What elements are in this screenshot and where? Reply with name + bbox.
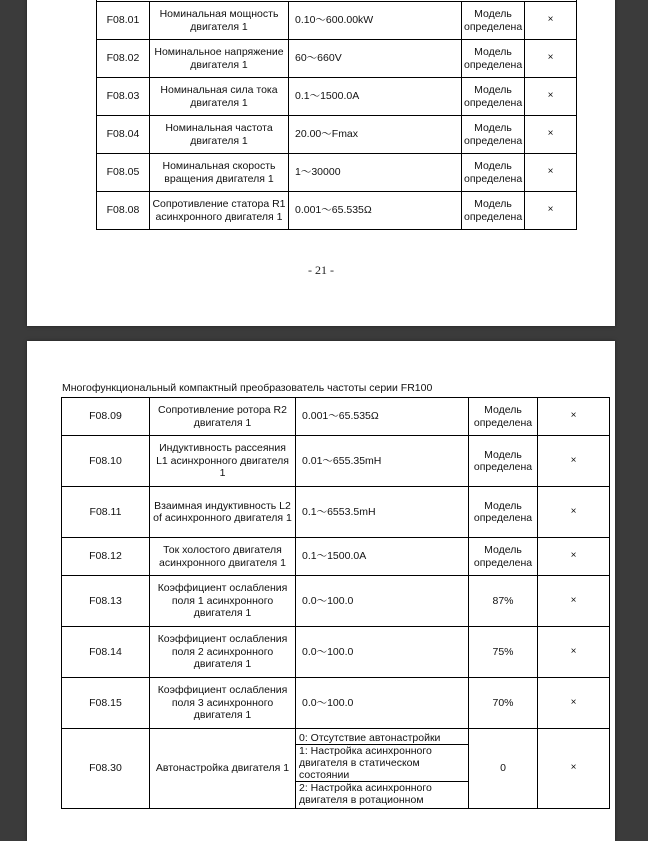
param-range: 0.1～1500.0A (289, 78, 462, 116)
table-row (62, 436, 610, 487)
param-default: Модель определена (462, 154, 525, 192)
param-name: Номинальная скорость вращения двигателя 1 (150, 154, 289, 192)
param-default: 70% (469, 678, 538, 729)
param-code: F08.08 (97, 192, 150, 230)
motor-params-table-1 (96, 0, 577, 230)
param-name: Коэффициент ослабления поля 2 асинхронного двигателя 1 (150, 627, 296, 678)
param-default: Модель определена (469, 538, 538, 576)
table-row (62, 398, 610, 436)
param-code: F08.09 (62, 398, 150, 436)
param-range: 0.01～655.35mH (296, 436, 469, 487)
table-row (62, 487, 610, 538)
table-row (97, 78, 577, 116)
document-page-21 (27, 0, 615, 326)
param-code: F08.30 (62, 729, 150, 809)
table-row (62, 576, 610, 627)
param-default: Модель определена (462, 116, 525, 154)
param-default: 75% (469, 627, 538, 678)
autotune-option: 0: Отсутствие автонастройки (296, 732, 468, 745)
table-row (97, 116, 577, 154)
param-range: 0.0～100.0 (296, 627, 469, 678)
autotune-options (296, 729, 469, 809)
autotune-option: 2: Настройка асинхронного двигателя в ротационном (299, 781, 432, 806)
param-name: Коэффициент ослабления поля 1 асинхронного двигателя 1 (150, 576, 296, 627)
param-change-mark: × (525, 2, 577, 40)
param-change-mark: × (538, 678, 610, 729)
param-change-mark: × (538, 487, 610, 538)
param-code: F08.10 (62, 436, 150, 487)
param-range: 1～30000 (289, 154, 462, 192)
param-code: F08.04 (97, 116, 150, 154)
param-code: F08.15 (62, 678, 150, 729)
param-range: 0.1～1500.0A (296, 538, 469, 576)
param-code: F08.12 (62, 538, 150, 576)
param-name: Номинальная сила тока двигателя 1 (150, 78, 289, 116)
param-name: Индуктивность рассеяния L1 асинхронного двигателя 1 (150, 436, 296, 487)
param-change-mark: × (538, 398, 610, 436)
param-code: F08.01 (97, 2, 150, 40)
param-name: Сопротивление ротора R2 двигателя 1 (150, 398, 296, 436)
param-range: 60～660V (289, 40, 462, 78)
param-name: Номинальная мощность двигателя 1 (150, 2, 289, 40)
page-number: - 21 - (308, 263, 334, 277)
table-row (97, 2, 577, 40)
param-default: Модель определена (469, 436, 538, 487)
param-name: Номинальная частота двигателя 1 (150, 116, 289, 154)
param-change-mark: × (538, 576, 610, 627)
param-name: Сопротивление статора R1 асинхронного двигателя 1 (150, 192, 289, 230)
param-name: Взаимная индуктивность L2 of асинхронного двигателя 1 (150, 487, 296, 538)
param-code: F08.11 (62, 487, 150, 538)
param-range: 20.00～Fmax (289, 116, 462, 154)
table-row (62, 678, 610, 729)
table-row (97, 40, 577, 78)
document-page-22 (27, 341, 615, 841)
param-range: 0.001～65.535Ω (296, 398, 469, 436)
param-name: Ток холостого двигателя асинхронного двигателя 1 (150, 538, 296, 576)
param-change-mark: × (538, 729, 610, 809)
table-row (62, 627, 610, 678)
param-change-mark: × (525, 192, 577, 230)
param-change-mark: × (525, 154, 577, 192)
param-default: Модель определена (462, 2, 525, 40)
param-default: 0 (469, 729, 538, 809)
param-change-mark: × (538, 538, 610, 576)
param-default: Модель определена (462, 40, 525, 78)
param-change-mark: × (538, 436, 610, 487)
param-code: F08.03 (97, 78, 150, 116)
param-code: F08.14 (62, 627, 150, 678)
param-change-mark: × (525, 78, 577, 116)
param-range: 0.0～100.0 (296, 576, 469, 627)
param-range: 0.001～65.535Ω (289, 192, 462, 230)
param-code: F08.05 (97, 154, 150, 192)
param-change-mark: × (525, 116, 577, 154)
param-range: 0.1～6553.5mH (296, 487, 469, 538)
autotune-option: 1: Настройка асинхронного двигателя в статическом состоянии (296, 745, 468, 782)
param-default: Модель определена (469, 487, 538, 538)
document-header: Многофункциональный компактный преобразователь частоты серии FR100 (62, 382, 433, 394)
motor-params-table-2 (61, 397, 610, 809)
table-row-autotune (62, 729, 610, 809)
param-change-mark: × (525, 40, 577, 78)
param-name: Коэффициент ослабления поля 3 асинхронного двигателя 1 (150, 678, 296, 729)
param-range: 0.0～100.0 (296, 678, 469, 729)
table-row (62, 538, 610, 576)
param-code: F08.02 (97, 40, 150, 78)
table-row (97, 154, 577, 192)
param-default: Модель определена (462, 78, 525, 116)
param-name: Автонастройка двигателя 1 (150, 729, 296, 809)
param-default: Модель определена (462, 192, 525, 230)
param-default: 87% (469, 576, 538, 627)
param-name: Номинальное напряжение двигателя 1 (150, 40, 289, 78)
param-code: F08.13 (62, 576, 150, 627)
param-default: Модель определена (469, 398, 538, 436)
param-range: 0.10～600.00kW (289, 2, 462, 40)
param-change-mark: × (538, 627, 610, 678)
table-row (97, 192, 577, 230)
